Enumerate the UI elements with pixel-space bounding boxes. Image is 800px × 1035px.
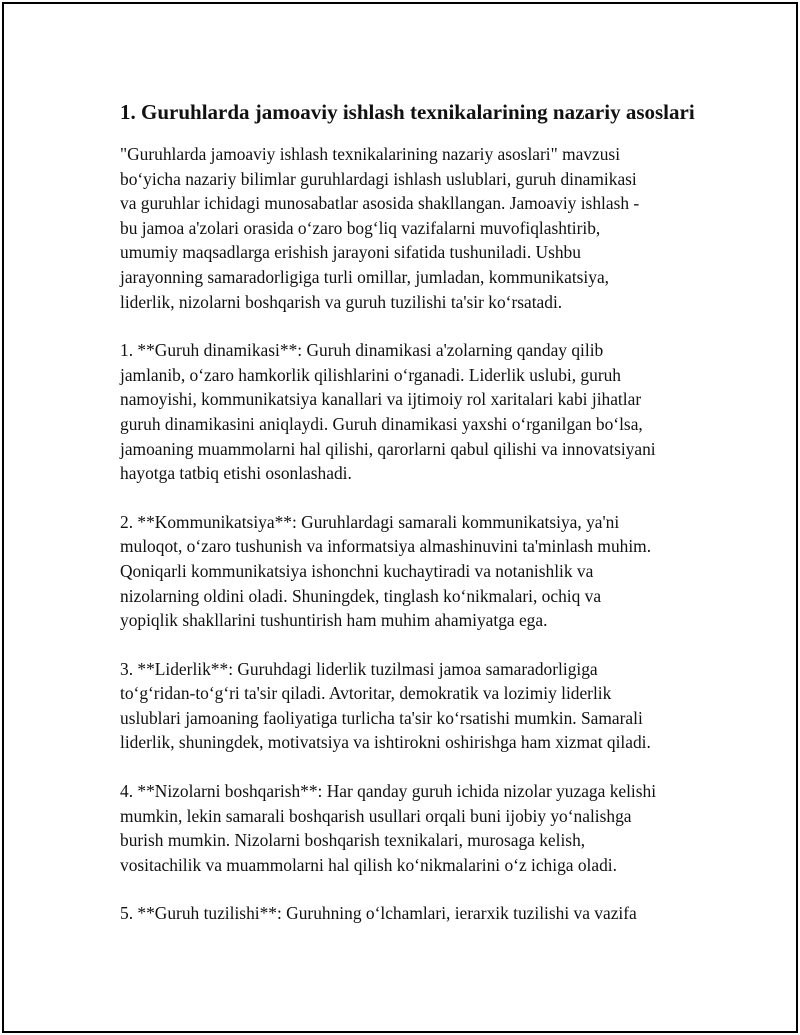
section-heading: 1. Guruhlarda jamoaviy ishlash texnikalarining nazariy asoslari bbox=[120, 100, 695, 124]
page-frame bbox=[2, 2, 798, 1033]
paragraph-conflict-management: 4. **Nizolarni boshqarish**: Har qanday guruh ichida nizolar yuzaga kelishi mumkin, lekin samarali boshqarish usullari orqali buni ijobiy yo‘nalishga burish mumkin. Nizolarni boshqarish texnikalari, murosaga kelish, vositachilik va muammolarni hal qilish ko‘nikmalarini o‘z ichiga oladi. bbox=[120, 781, 657, 875]
paragraph-group-structure: 5. **Guruh tuzilishi**: Guruhning o‘lchamlari, ierarxik tuzilishi va vazifa bbox=[120, 903, 637, 924]
paragraph-group-dynamics: 1. **Guruh dinamikasi**: Guruh dinamikasi a'zolarning qanday qilib jamlanib, o‘zaro hamkorlik qilishlarini o‘rganadi. Liderlik uslubi, guruh namoyishi, kommunikatsiya kanallari va ijtimoiy rol xaritalari kabi jihatlar guruh dinamikasini aniqlaydi. Guruh dinamikasi yaxshi o‘rganilgan bo‘lsa, jamoaning muammolarni hal qilishi, qarorlarni qabul qilishi va innovatsiyani hayotga tatbiq etishi osonlashadi. bbox=[120, 340, 656, 484]
paragraph-communication: 2. **Kommunikatsiya**: Guruhlardagi samarali kommunikatsiya, ya'ni muloqot, o‘zaro tushunish va informatsiya almashinuvini ta'minlash muhim. Qoniqarli kommunikatsiya ishonchni kuchaytiradi va notanishlik va nizolarning oldini oladi. Shuningdek, tinglash ko‘nikmalari, ochiq va yopiqlik shakllarini tushuntirish ham muhim ahamiyatga ega. bbox=[120, 511, 652, 631]
document-body bbox=[120, 98, 700, 950]
paragraph-intro: "Guruhlarda jamoaviy ishlash texnikalarining nazariy asoslari" mavzusi bo‘yicha nazariy bilimlar guruhlardagi ishlash uslublari, guruh dinamikasi va guruhlar ichidagi munosabatlar asosida shakllangan. Jamoaviy ishlash - bu jamoa a'zolari orasida o‘zaro bog‘liq vazifalarni muvofiqlashtirib, umumiy maqsadlarga erishish jarayoni sifatida tushuniladi. Ushbu jarayonning samaradorligiga turli omillar, jumladan, kommunikatsiya, liderlik, nizolarni boshqarish va guruh tuzilishi ta'sir ko‘rsatadi. bbox=[120, 144, 640, 312]
paragraph-leadership: 3. **Liderlik**: Guruhdagi liderlik tuzilmasi jamoa samaradorligiga to‘g‘ridan-to‘g‘ri ta'sir qiladi. Avtoritar, demokratik va lozimiy liderlik uslublari jamoaning faoliyatiga turlicha ta'sir ko‘rsatishi mumkin. Samarali liderlik, shuningdek, motivatsiya va ishtirokni oshirishga ham xizmat qiladi. bbox=[120, 658, 651, 753]
